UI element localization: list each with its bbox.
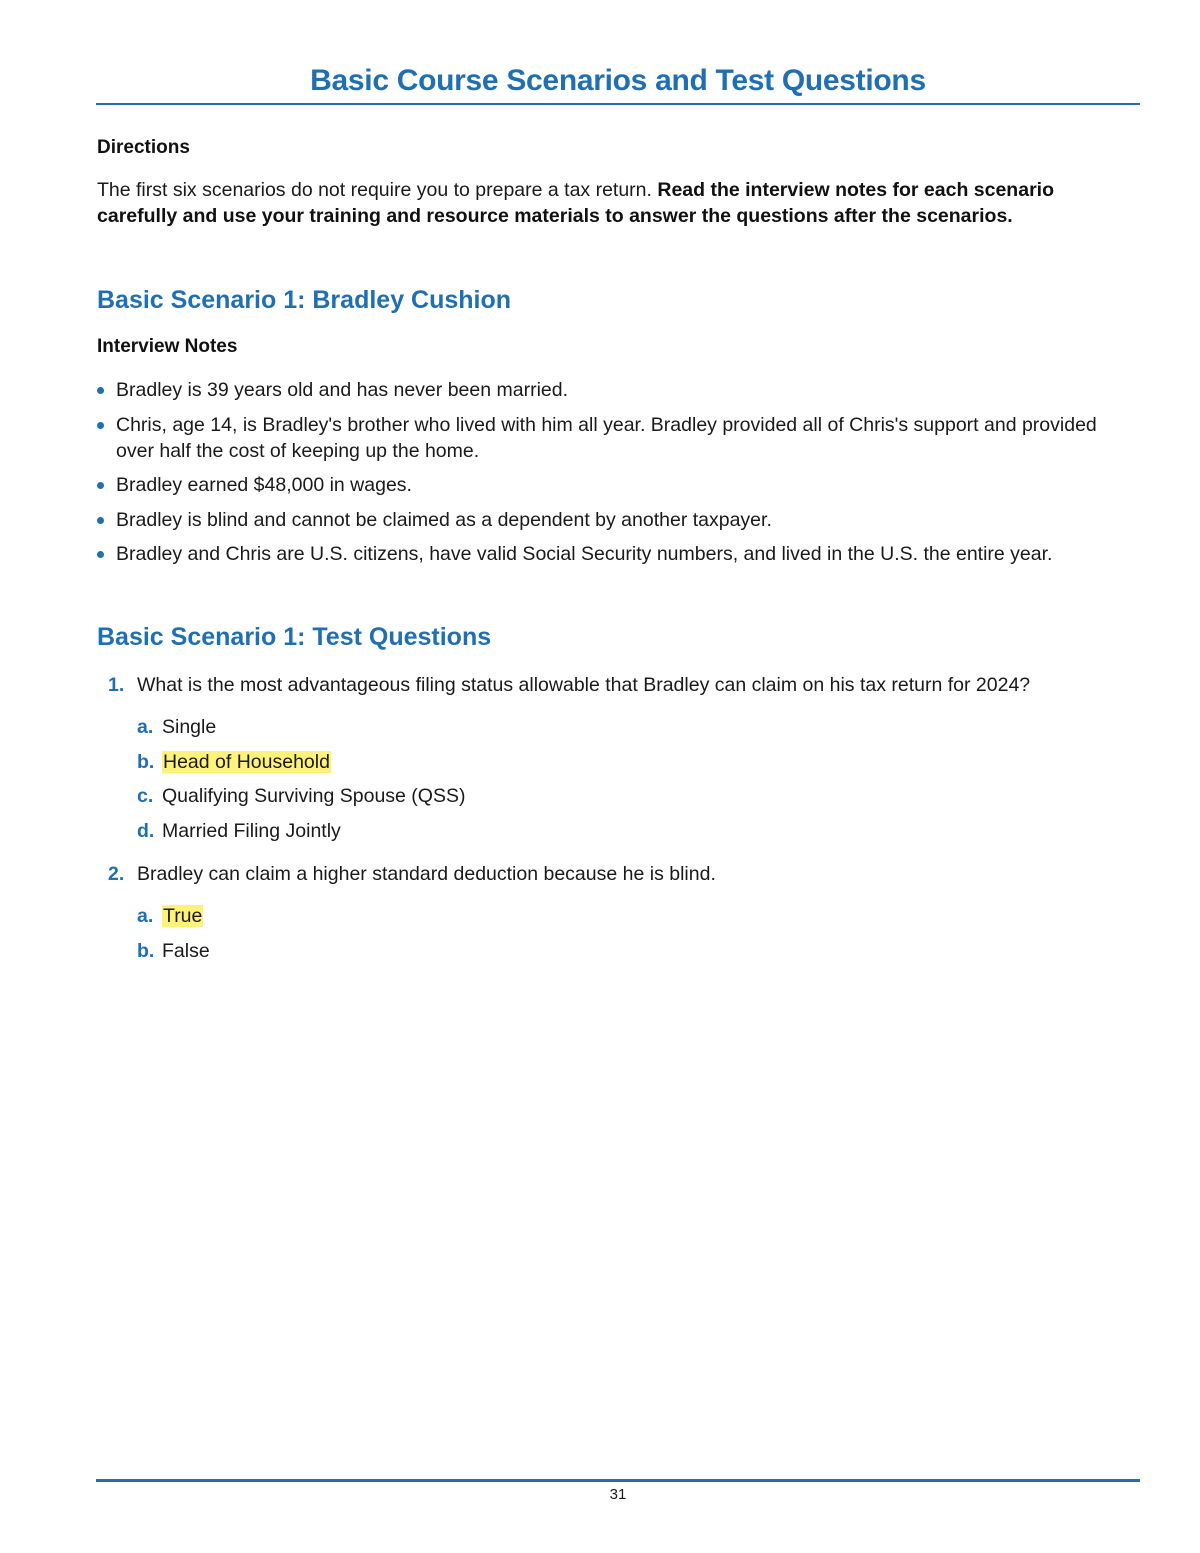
option-letter: b. — [137, 750, 155, 773]
question-text: What is the most advantageous filing status allowable that Bradley can claim on his tax return for 2024? — [137, 674, 1031, 696]
footer-divider — [96, 1479, 1140, 1482]
option-text: Single — [162, 716, 217, 738]
page-title: Basic Course Scenarios and Test Questions — [310, 64, 926, 97]
bullet-icon — [97, 482, 104, 489]
highlighted-answer: True — [163, 905, 203, 927]
note-text: Bradley is 39 years old and has never been married. — [116, 379, 569, 401]
list-item — [97, 412, 1117, 464]
header-divider — [96, 103, 1140, 105]
directions-text-bold: Read the interview notes for each scenario carefully and use your training and resource materials to answer the questions after the scenarios. — [97, 179, 1054, 227]
option-letter: b. — [137, 939, 155, 962]
option-letter: c. — [137, 785, 154, 807]
answer-option — [137, 938, 210, 964]
question-1-options — [137, 714, 465, 852]
interview-notes-heading: Interview Notes — [97, 336, 238, 357]
option-text: Married Filing Jointly — [162, 819, 341, 842]
list-item — [97, 472, 1117, 498]
note-text: Bradley and Chris are U.S. citizens, have valid Social Security numbers, and lived in the U.S. the entire year. — [116, 543, 1053, 565]
answer-option — [137, 714, 465, 740]
question-2 — [108, 861, 1148, 887]
answer-option — [137, 903, 210, 929]
list-item — [97, 507, 1117, 533]
question-number: 2. — [108, 863, 125, 885]
directions-text — [97, 177, 1107, 229]
page-number: 31 — [609, 1486, 627, 1503]
scenario-heading: Basic Scenario 1: Bradley Cushion — [97, 286, 512, 314]
answer-option — [137, 749, 465, 775]
answer-option — [137, 783, 465, 809]
question-number: 1. — [108, 674, 125, 696]
note-text: Chris, age 14, is Bradley's brother who lived with him all year. Bradley provided all of Chris's support and provided over half the cost of keeping up the home. — [116, 413, 1097, 462]
option-letter: a. — [137, 905, 154, 927]
interview-notes-list — [97, 377, 1117, 576]
bullet-icon — [97, 422, 104, 429]
question-text: Bradley can claim a higher standard deduction because he is blind. — [137, 863, 716, 885]
test-questions-heading: Basic Scenario 1: Test Questions — [97, 623, 492, 651]
note-text: Bradley earned $48,000 in wages. — [116, 474, 412, 496]
bullet-icon — [97, 517, 104, 524]
question-1 — [108, 672, 1148, 698]
directions-heading: Directions — [97, 137, 190, 158]
directions-text-plain: The first six scenarios do not require you to prepare a tax return. — [97, 179, 658, 201]
option-letter: a. — [137, 716, 154, 738]
option-text: False — [162, 939, 210, 962]
bullet-icon — [97, 387, 104, 394]
bullet-icon — [97, 551, 104, 558]
note-text: Bradley is blind and cannot be claimed as a dependent by another taxpayer. — [116, 508, 772, 531]
list-item — [97, 541, 1117, 567]
answer-option — [137, 818, 465, 844]
option-letter: d. — [137, 819, 155, 842]
list-item — [97, 377, 1117, 403]
option-text: Qualifying Surviving Spouse (QSS) — [162, 785, 466, 807]
question-2-options — [137, 903, 210, 972]
highlighted-answer: Head of Household — [163, 750, 330, 773]
